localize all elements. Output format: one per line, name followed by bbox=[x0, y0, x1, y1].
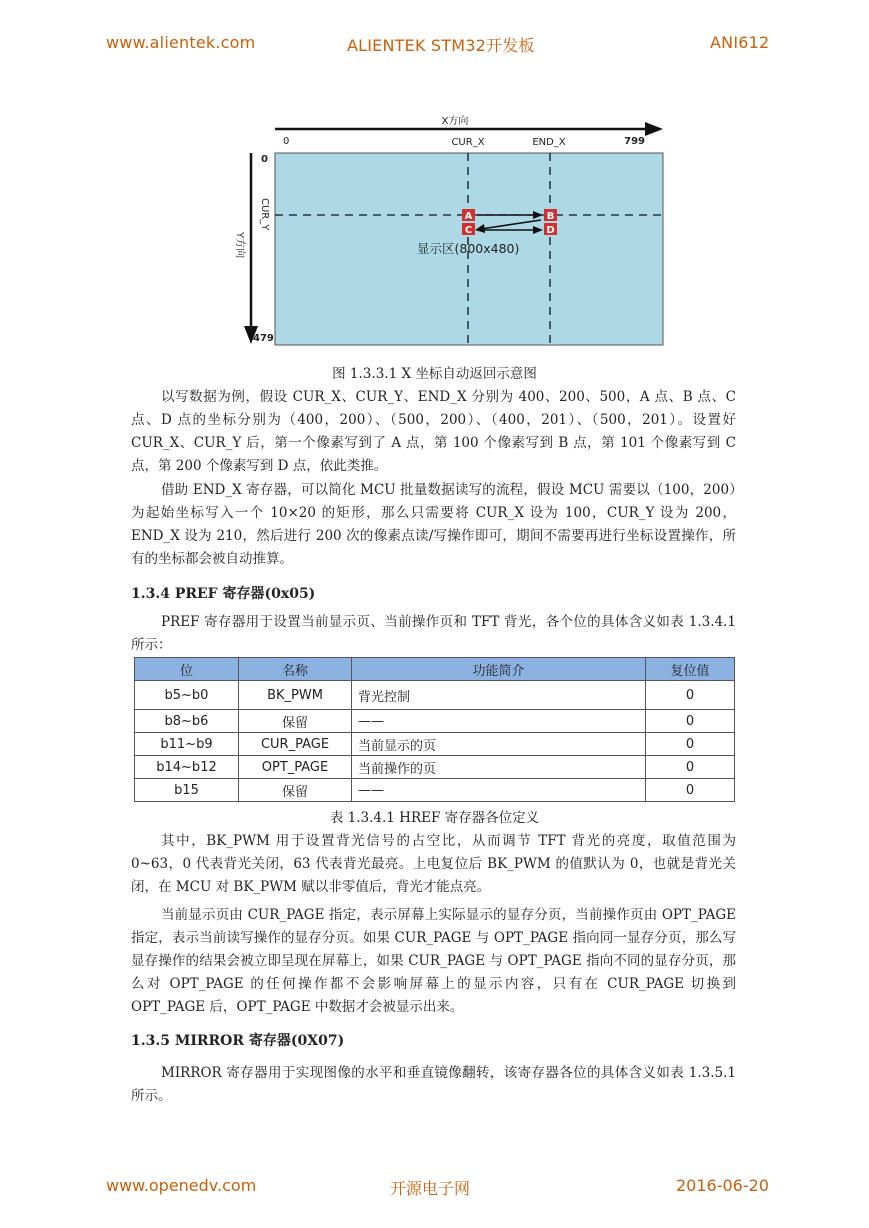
x-start-label: 0 bbox=[283, 136, 290, 147]
table-cell-name: OPT_PAGE bbox=[239, 756, 352, 779]
paragraph-pages: 当前显示页由 CUR_PAGE 指定，表示屏幕上实际显示的显存分页，当前操作页由 OPT_PAGE 指定，表示当前读写操作的显存分页。如果 CUR_PAGE 与 OPT_PAGE 指向同一显存分页，那么写显存操作的结果会被立即呈现在屏幕上，如果 CUR_PAGE 与 OPT_PAGE 指向不同的显存分页，那么对 OPT_PAGE 的任何操作都不会影响屏幕上的显示内容，只有在 CUR_PAGE 切换到 OPT_PAGE 后，OPT_PAGE 中数据才会被显示出来。 bbox=[131, 907, 736, 1015]
y-axis-label: Y方向 bbox=[234, 232, 245, 259]
table-header-row bbox=[135, 658, 735, 681]
table-cell-reset: 0 bbox=[646, 681, 735, 710]
section-heading-1-3-5: 1.3.5 MIRROR 寄存器(0X07) bbox=[131, 1033, 345, 1049]
x-axis-arrow-icon bbox=[645, 122, 663, 136]
y-end-label: 479 bbox=[253, 333, 274, 344]
pref-register-table bbox=[134, 657, 735, 802]
table-row bbox=[135, 733, 735, 756]
paragraph-example: 以写数据为例，假设 CUR_X、CUR_Y、END_X 分别为 400、200、500，A 点、B 点、C 点、D 点的坐标分别为（400，200）、（500，200）、（400，201）、（500，201）。设置好 CUR_X、CUR_Y 后，第一个像素写到了 A 点，第 100 个像素写到 B 点，第 101 个像素写到 C 点，第 200 个像素写到 D 点，依此类推。 bbox=[131, 389, 736, 474]
table-cell-function: —— bbox=[352, 710, 646, 733]
table-row bbox=[135, 779, 735, 802]
table-cell-reset: 0 bbox=[646, 779, 735, 802]
header-doc-id: ANI612 bbox=[710, 33, 770, 52]
table-cell-reset: 0 bbox=[646, 710, 735, 733]
table-cell-bit: b8~b6 bbox=[135, 710, 239, 733]
display-area-label: 显示区(800x480) bbox=[417, 241, 520, 256]
table-cell-reset: 0 bbox=[646, 733, 735, 756]
section-heading-1-3-4: 1.3.4 PREF 寄存器(0x05) bbox=[131, 586, 316, 602]
table-cell-name: CUR_PAGE bbox=[239, 733, 352, 756]
table-row bbox=[135, 756, 735, 779]
table-cell-function: —— bbox=[352, 779, 646, 802]
cur-y-label: CUR_Y bbox=[259, 198, 270, 231]
table-caption: 表 1.3.4.1 HREF 寄存器各位定义 bbox=[329, 810, 540, 826]
table-cell-reset: 0 bbox=[646, 756, 735, 779]
paragraph-pref-intro: PREF 寄存器用于设置当前显示页、当前操作页和 TFT 背光，各个位的具体含义如表 1.3.4.1 所示： bbox=[131, 614, 736, 653]
cur-x-label: CUR_X bbox=[451, 137, 485, 148]
point-a-label: A bbox=[464, 211, 473, 222]
table-header-bit: 位 bbox=[135, 658, 239, 681]
point-b-label: B bbox=[546, 211, 555, 222]
x-coordinate-return-diagram bbox=[225, 110, 675, 350]
header-title: ALIENTEK STM32开发板 bbox=[347, 36, 535, 55]
table-cell-bit: b15 bbox=[135, 779, 239, 802]
table-header-name: 名称 bbox=[239, 658, 352, 681]
table-row bbox=[135, 681, 735, 710]
table-cell-function: 当前显示的页 bbox=[352, 733, 646, 756]
table-cell-name: 保留 bbox=[239, 779, 352, 802]
point-c-label: C bbox=[464, 225, 473, 236]
x-axis-label: X方向 bbox=[441, 116, 469, 127]
x-end-label: 799 bbox=[624, 136, 645, 147]
point-d-label: D bbox=[546, 225, 555, 236]
table-header-reset: 复位值 bbox=[646, 658, 735, 681]
table-cell-name: 保留 bbox=[239, 710, 352, 733]
footer-date: 2016-06-20 bbox=[676, 1176, 769, 1195]
table-cell-bit: b14~b12 bbox=[135, 756, 239, 779]
paragraph-mirror-intro: MIRROR 寄存器用于实现图像的水平和垂直镜像翻转，该寄存器各位的具体含义如表 1.3.5.1 所示。 bbox=[131, 1065, 736, 1104]
table-cell-name: BK_PWM bbox=[239, 681, 352, 710]
table-cell-function: 当前操作的页 bbox=[352, 756, 646, 779]
paragraph-end-x: 借助 END_X 寄存器，可以简化 MCU 批量数据读写的流程，假设 MCU 需要以（100，200）为起始坐标写入一个 10×20 的矩形，那么只需要将 CUR_X 设为 100，CUR_Y 设为 200，END_X 设为 210，然后进行 200 次的像素点读/写操作即可，期间不需要再进行坐标设置操作，所有的坐标都会被自动推算。 bbox=[131, 482, 736, 567]
table-row bbox=[135, 710, 735, 733]
footer-site-name: 开源电子网 bbox=[390, 1179, 471, 1198]
end-x-label: END_X bbox=[532, 137, 566, 148]
table-cell-bit: b5~b0 bbox=[135, 681, 239, 710]
y-start-label: 0 bbox=[261, 154, 268, 165]
table-cell-function: 背光控制 bbox=[352, 681, 646, 710]
footer-website: www.openedv.com bbox=[106, 1176, 257, 1195]
header-website: www.alientek.com bbox=[106, 33, 256, 52]
table-cell-bit: b11~b9 bbox=[135, 733, 239, 756]
figure-caption: 图 1.3.3.1 X 坐标自动返回示意图 bbox=[332, 366, 537, 382]
table-header-function: 功能简介 bbox=[352, 658, 646, 681]
paragraph-bk-pwm: 其中，BK_PWM 用于设置背光信号的占空比，从而调节 TFT 背光的亮度，取值范围为 0~63，0 代表背光关闭，63 代表背光最亮。上电复位后 BK_PWM 的值默认为 0，也就是背光关闭，在 MCU 对 BK_PWM 赋以非零值后，背光才能点亮。 bbox=[131, 833, 736, 895]
